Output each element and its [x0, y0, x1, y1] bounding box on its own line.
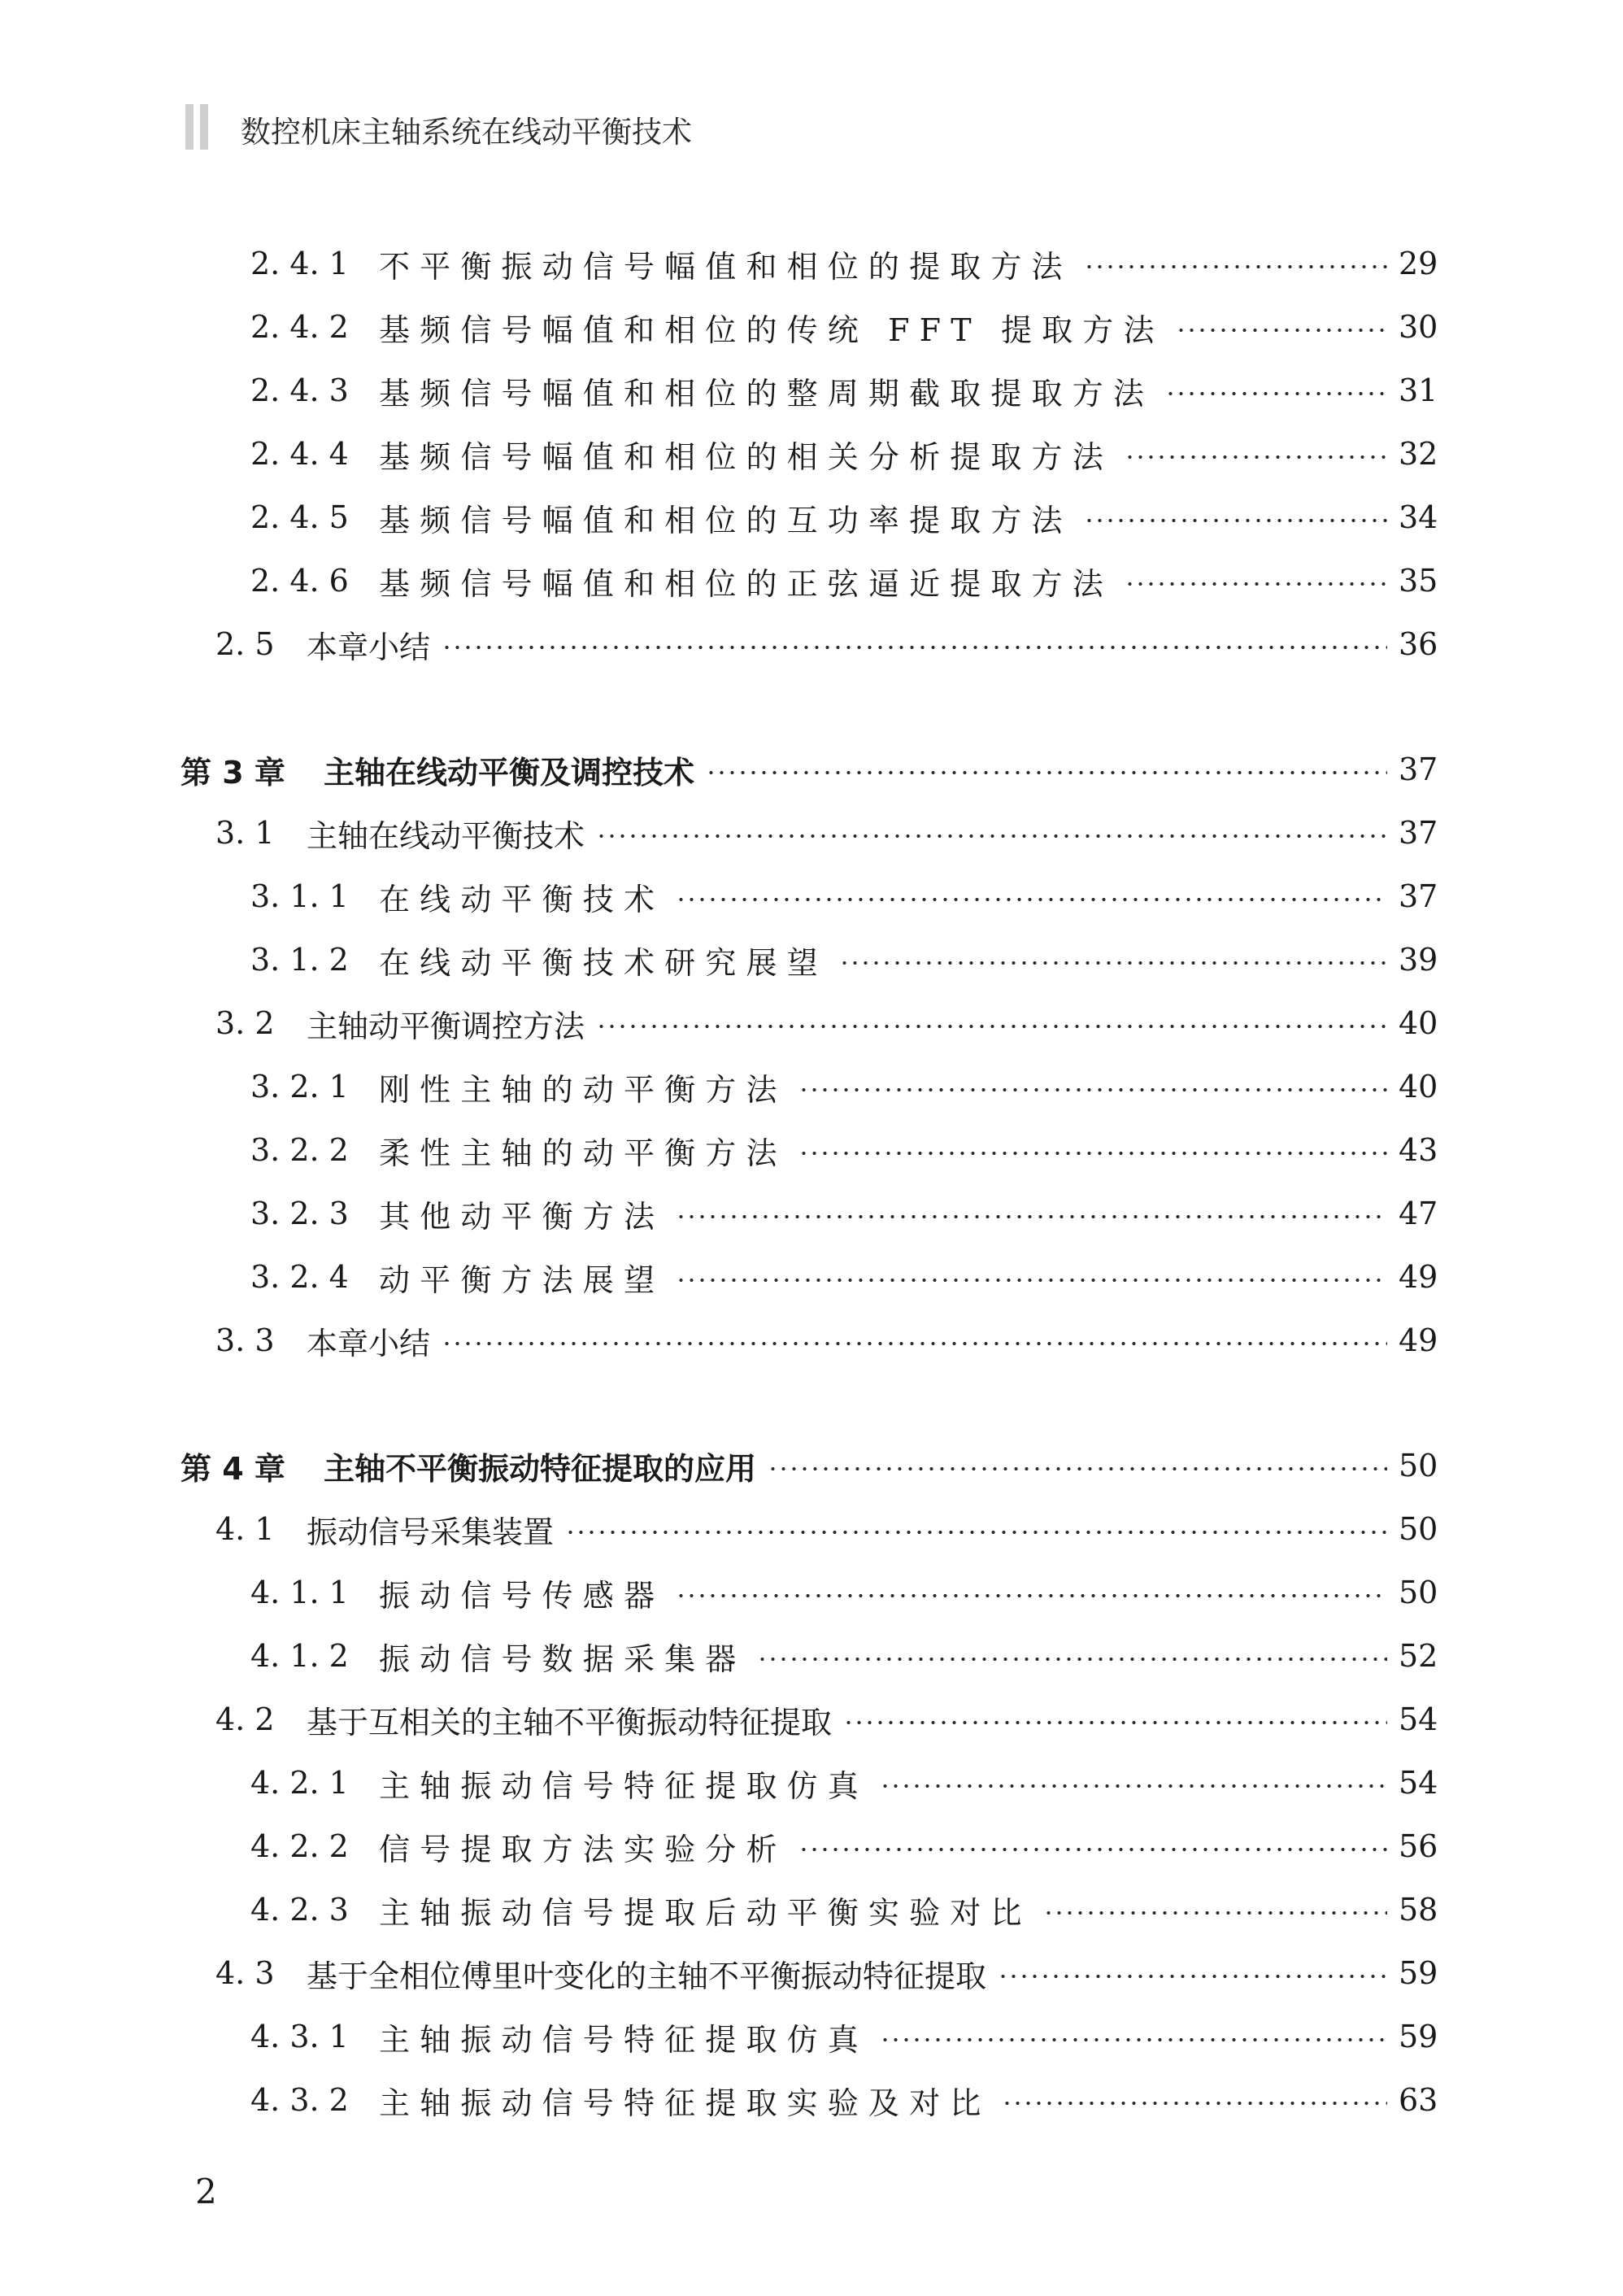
- toc-entry-title: 振动信号采集装置: [307, 1514, 555, 1550]
- toc-entry-title: 主轴不平衡振动特征提取的应用: [324, 1450, 757, 1487]
- toc-entry-number: 2. 4. 2: [250, 309, 349, 345]
- toc-entry-number: 2. 5: [215, 626, 275, 662]
- toc-entry-page: 37: [1399, 752, 1438, 787]
- toc-entry-page: 59: [1399, 1955, 1438, 1991]
- toc-entry-title: 信号提取方法实验分析: [379, 1831, 787, 1867]
- toc-entry-title: 基于互相关的主轴不平衡振动特征提取: [307, 1704, 833, 1741]
- toc-entry-number: 3. 2. 3: [250, 1196, 349, 1231]
- toc-section-entry[interactable]: [215, 1506, 1438, 1552]
- toc-entry-number: 4. 2: [215, 1701, 275, 1737]
- toc-subsection-entry[interactable]: [250, 241, 1438, 286]
- toc-subsection-entry[interactable]: [250, 1191, 1438, 1236]
- toc-entry-number: 3. 1. 2: [250, 942, 349, 978]
- toc-chapter-entry[interactable]: [181, 747, 1438, 792]
- toc-entry-title: 主轴在线动平衡技术: [307, 817, 585, 854]
- toc-subsection-entry[interactable]: [250, 368, 1438, 413]
- toc-section-entry[interactable]: [215, 1318, 1438, 1363]
- toc-entry-title: 在线动平衡技术: [379, 881, 665, 917]
- toc-entry-number: 第 3 章: [181, 754, 285, 791]
- dot-leader: [676, 897, 1387, 902]
- toc-entry-number: 3. 1. 1: [250, 878, 349, 914]
- toc-subsection-entry[interactable]: [250, 1570, 1438, 1615]
- toc-entry-page: 43: [1399, 1132, 1438, 1168]
- dot-leader: [442, 1341, 1387, 1346]
- toc-subsection-entry[interactable]: [250, 558, 1438, 603]
- toc-entry-number: 3. 3: [215, 1322, 275, 1358]
- toc-entry-number: 4. 1: [215, 1511, 275, 1547]
- dot-leader: [676, 1593, 1387, 1598]
- toc-entry-page: 32: [1399, 436, 1438, 472]
- toc-entry-title: 主轴振动信号特征提取仿真: [379, 1767, 868, 1804]
- dot-leader: [798, 1087, 1387, 1092]
- toc-entry-title: 动平衡方法展望: [379, 1261, 665, 1298]
- toc-entry-page: 50: [1399, 1511, 1438, 1547]
- toc-entry-title: 主轴振动信号提取后动平衡实验对比: [379, 1894, 1032, 1931]
- toc-entry-page: 35: [1399, 563, 1438, 599]
- toc-entry-page: 49: [1399, 1322, 1438, 1358]
- dot-leader: [565, 1530, 1387, 1535]
- toc-entry-title: 刚性主轴的动平衡方法: [379, 1071, 787, 1108]
- dot-leader: [843, 1720, 1387, 1725]
- dot-leader: [1165, 391, 1387, 396]
- toc-entry-title: 基频信号幅值和相位的互功率提取方法: [379, 502, 1073, 538]
- toc-subsection-entry[interactable]: [250, 1823, 1438, 1869]
- toc-entry-page: 37: [1399, 815, 1438, 851]
- dot-leader: [1043, 1910, 1387, 1915]
- toc-entry-page: 31: [1399, 373, 1438, 408]
- dot-leader: [880, 2037, 1387, 2042]
- toc-entry-page: 56: [1399, 1828, 1438, 1864]
- toc-entry-page: 58: [1399, 1892, 1438, 1928]
- dot-leader: [706, 770, 1387, 775]
- dot-leader: [880, 1784, 1387, 1788]
- dot-leader: [1125, 455, 1387, 460]
- toc-entry-page: 40: [1399, 1069, 1438, 1104]
- dot-leader: [757, 1657, 1387, 1662]
- dot-leader: [998, 1974, 1387, 1979]
- toc-entry-number: 2. 4. 1: [250, 246, 349, 281]
- toc-entry-number: 2. 4. 6: [250, 563, 349, 599]
- page-number: 2: [195, 2172, 217, 2211]
- toc-entry-number: 4. 3. 2: [250, 2082, 349, 2118]
- toc-entry-page: 37: [1399, 878, 1438, 914]
- toc-entry-title: 主轴振动信号特征提取仿真: [379, 2021, 868, 2058]
- dot-leader: [1125, 582, 1387, 586]
- toc-entry-number: 4. 1. 2: [250, 1638, 349, 1674]
- toc-subsection-entry[interactable]: [250, 304, 1438, 350]
- toc-entry-title: 基于全相位傅里叶变化的主轴不平衡振动特征提取: [307, 1958, 987, 1994]
- toc-entry-title: 在线动平衡技术研究展望: [379, 944, 828, 981]
- toc-entry-page: 29: [1399, 246, 1438, 281]
- dot-leader: [596, 1024, 1387, 1029]
- toc-subsection-entry[interactable]: [250, 1127, 1438, 1173]
- toc-entry-title: 本章小结: [307, 1325, 431, 1361]
- toc-entry-number: 4. 3: [215, 1955, 275, 1991]
- dot-leader: [839, 961, 1387, 965]
- toc-entry-page: 52: [1399, 1638, 1438, 1674]
- toc-entry-title: 主轴动平衡调控方法: [307, 1008, 585, 1044]
- toc-entry-title: 本章小结: [307, 629, 431, 665]
- toc-subsection-entry[interactable]: [250, 1254, 1438, 1300]
- toc-section-entry[interactable]: [215, 1697, 1438, 1742]
- toc-section-entry[interactable]: [215, 1950, 1438, 1996]
- toc-section-entry[interactable]: [215, 621, 1438, 667]
- toc-entry-number: 3. 2. 1: [250, 1069, 349, 1104]
- toc-entry-number: 第 4 章: [181, 1450, 285, 1487]
- toc-entry-page: 36: [1399, 626, 1438, 662]
- toc-entry-number: 4. 2. 1: [250, 1765, 349, 1801]
- toc-entry-page: 50: [1399, 1575, 1438, 1610]
- dot-leader: [1176, 328, 1387, 333]
- toc-entry-title: 不平衡振动信号幅值和相位的提取方法: [379, 248, 1073, 285]
- dot-leader: [676, 1278, 1387, 1283]
- toc-entry-number: 3. 2. 4: [250, 1259, 349, 1295]
- toc-entry-title: 基频信号幅值和相位的传统 FFT 提取方法: [379, 312, 1164, 348]
- toc-entry-page: 49: [1399, 1259, 1438, 1295]
- toc-chapter-entry[interactable]: [181, 1443, 1438, 1488]
- dot-leader: [798, 1151, 1387, 1156]
- toc-entry-number: 3. 2. 2: [250, 1132, 349, 1168]
- toc-entry-number: 4. 1. 1: [250, 1575, 349, 1610]
- toc-entry-title: 柔性主轴的动平衡方法: [379, 1135, 787, 1171]
- toc-entry-number: 4. 2. 3: [250, 1892, 349, 1928]
- dot-leader: [442, 645, 1387, 650]
- toc-entry-page: 39: [1399, 942, 1438, 978]
- toc-subsection-entry[interactable]: [250, 2014, 1438, 2059]
- dot-leader: [596, 834, 1387, 839]
- toc-subsection-entry[interactable]: [250, 494, 1438, 540]
- toc-section-entry[interactable]: [215, 810, 1438, 856]
- toc-entry-title: 其他动平衡方法: [379, 1198, 665, 1235]
- toc-entry-page: 47: [1399, 1196, 1438, 1231]
- toc-entry-number: 4. 2. 2: [250, 1828, 349, 1864]
- toc-entry-page: 50: [1399, 1448, 1438, 1483]
- toc-entry-page: 54: [1399, 1701, 1438, 1737]
- toc-entry-title: 主轴在线动平衡及调控技术: [324, 754, 695, 791]
- toc-entry-title: 振动信号传感器: [379, 1577, 665, 1614]
- toc-entry-number: 2. 4. 5: [250, 499, 349, 535]
- toc-entry-page: 54: [1399, 1765, 1438, 1801]
- dot-leader: [676, 1214, 1387, 1219]
- toc-entry-page: 40: [1399, 1005, 1438, 1041]
- toc-entry-title: 主轴振动信号特征提取实验及对比: [379, 2085, 991, 2121]
- book-title: 数控机床主轴系统在线动平衡技术: [241, 115, 692, 150]
- toc-entry-number: 3. 2: [215, 1005, 275, 1041]
- toc-subsection-entry[interactable]: [250, 1760, 1438, 1806]
- toc-entry-number: 3. 1: [215, 815, 275, 851]
- toc-subsection-entry[interactable]: [250, 1633, 1438, 1679]
- toc-entry-number: 2. 4. 4: [250, 436, 349, 472]
- toc-entry-page: 34: [1399, 499, 1438, 535]
- toc-entry-page: 30: [1399, 309, 1438, 345]
- toc-subsection-entry[interactable]: [250, 874, 1438, 919]
- toc-entry-title: 振动信号数据采集器: [379, 1640, 746, 1677]
- toc-subsection-entry[interactable]: [250, 1887, 1438, 1932]
- dot-leader: [1002, 2101, 1387, 2106]
- toc-entry-title: 基频信号幅值和相位的正弦逼近提取方法: [379, 565, 1113, 602]
- dot-leader: [1084, 264, 1387, 269]
- toc-section-entry[interactable]: [215, 1000, 1438, 1046]
- dot-leader: [768, 1466, 1387, 1471]
- toc-entry-page: 59: [1399, 2019, 1438, 2054]
- toc-subsection-entry[interactable]: [250, 431, 1438, 477]
- toc-entry-title: 基频信号幅值和相位的相关分析提取方法: [379, 438, 1113, 475]
- toc-entry-number: 4. 3. 1: [250, 2019, 349, 2054]
- toc-entry-number: 2. 4. 3: [250, 373, 349, 408]
- toc-subsection-entry[interactable]: [250, 2077, 1438, 2123]
- toc-entry-title: 基频信号幅值和相位的整周期截取提取方法: [379, 375, 1155, 412]
- toc-entry-page: 63: [1399, 2082, 1438, 2118]
- dot-leader: [1084, 518, 1387, 523]
- dot-leader: [798, 1847, 1387, 1852]
- toc-subsection-entry[interactable]: [250, 1064, 1438, 1109]
- toc-subsection-entry[interactable]: [250, 937, 1438, 982]
